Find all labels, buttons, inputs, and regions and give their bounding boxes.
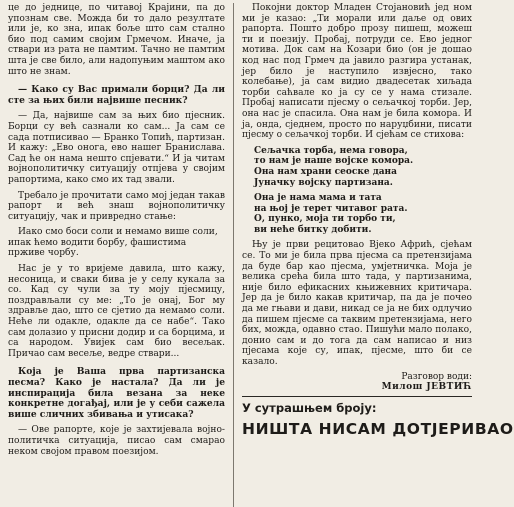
paragraph: Њу је први рецитовао Вјеко Афрић, сјећам се. То ми је била прва пјесма са претензијама да буде бар као пјесма, умјетничка. Моја је велика срећа била што тада, у партизанима, није било ефикасних књижевних критичара. Јер да је било какав критичар, па да је почео да ме гњави и дави, никад се ја не бих одлучио да пишем пјесме са таквим претензијама, него бих, можда, одавно стао. Пишући мало полако, донио сам и до тога да сам написао и низ пјесама које су, ипак, пјесме, што би се казало. (242, 240, 472, 367)
paragraph: Нас је у то вријеме давила, што кажу, несоница, и сваки бива је у селу кукала за со. Кад су чули за ту моју пјесмицу, поздрављали су ме: „То је онај, Бог му здравље дао, што се сјетио да немамо соли. Неће ли одакле, одакле да се набе“. Тако сам долазио у присни додир и са борцима, и са народом. Увијек сам био весељак. Причао сам весеље, ведре ствари... (8, 264, 225, 359)
left-column (8, 3, 234, 507)
poem-line: Она нам храни сеоске дана (254, 166, 397, 177)
interview-question: Која је Ваша прва партизанска песма? Како је настала? Да ли је инспирација била везана за неке конкретне догађај, или је у себи сажела више сличних збивања и утисака? (8, 366, 225, 420)
quoted-verse (8, 227, 225, 259)
paragraph: це до једнице, по читавој Крајини, па до упознам све. Можда би то дало резултате или је, ко зна, ипак боље што сам стално био под самим својим Грмечом. Иначе, ја ствари из рата не памтим. Тачно не памтим шта је све било, али надопуњим маштом ако што не знам. (8, 3, 225, 77)
verse-line: ипак ћемо водити борбу, фашистима (8, 237, 187, 248)
poem-line: Сељачка торба, нема говора, (254, 145, 408, 156)
article-columns (8, 3, 514, 507)
interview-question: — Како су Вас примали борци? Да ли сте за њих били највише песник? (8, 84, 225, 106)
right-column (234, 3, 514, 507)
poem-line: О, пунко, моја ти торбо ти, (254, 214, 396, 225)
paragraph: Требало је прочитати само мој један такав рапорт и већ знаш војнополитичку ситуацију, чак и привредно стање: (8, 190, 225, 222)
credit-author: Милош ЈЕВТИЋ (381, 382, 472, 393)
poem-line: Јуначку војску партизана. (254, 177, 393, 188)
poem-line: Она је нама мама и тата (254, 193, 382, 204)
next-issue-title: НИШТА НИСАМ ДОТЈЕРИВАО (242, 419, 514, 438)
verse-line: Иако смо боси соли и немамо више соли, (18, 227, 218, 238)
next-issue-label: У сутрашњем броју: (242, 400, 377, 415)
paragraph: — Да, највише сам за њих био пјесник. Борци су већ сазнали ко сам... Ја сам се сада потписивао — Бранко Топић, партизан. И кажу: „Ево онога, ево нашег Бранислава. Сад ће он нама нешто спјевати.“ И ја читам војнополитичку ситуацију отпјева у својим рапортима, како смо их тад звали. (8, 111, 225, 185)
poem-line: ви неће битку добити. (254, 224, 372, 235)
paragraph: Покојни доктор Младен Стојановић јед ном ми је казао: „Ти морали или даље од ових рапорта. Пошто добро прозу пишеш, можеш ти и поезију. Пробај, потруди се. Ево једног мотива. Док сам на Козари био (он је дошао код нас под Грмеч да јавило разгира устанак, јер било је наступило извјесно, тако колебање), ја сам видио двадесетак хиљада торби саћвале ко ја су се у нама стизале. Пробај написати пјесму о сељачкој торби. Јер, она нас је спасила. Она нам је била комора. И ја, онда, сједнем, просто по наруџбини, писати пјесму о сељачкој торби. И сјећам се стихова: (242, 3, 472, 141)
interview-credit (242, 372, 472, 393)
paragraph: — Ове рапорте, које је захтијевала војно-политичка ситуација, писао сам смарао неком својом правом поезијом. (8, 425, 225, 457)
credit-label: Разговор води: (401, 371, 472, 382)
poem-line: то нам је наше војске комора. (254, 156, 414, 167)
poem-line: на њој је терет читавог рата. (254, 203, 408, 214)
verse-line: прживе чорбу. (8, 248, 79, 259)
poem (254, 146, 472, 236)
divider (242, 396, 472, 397)
